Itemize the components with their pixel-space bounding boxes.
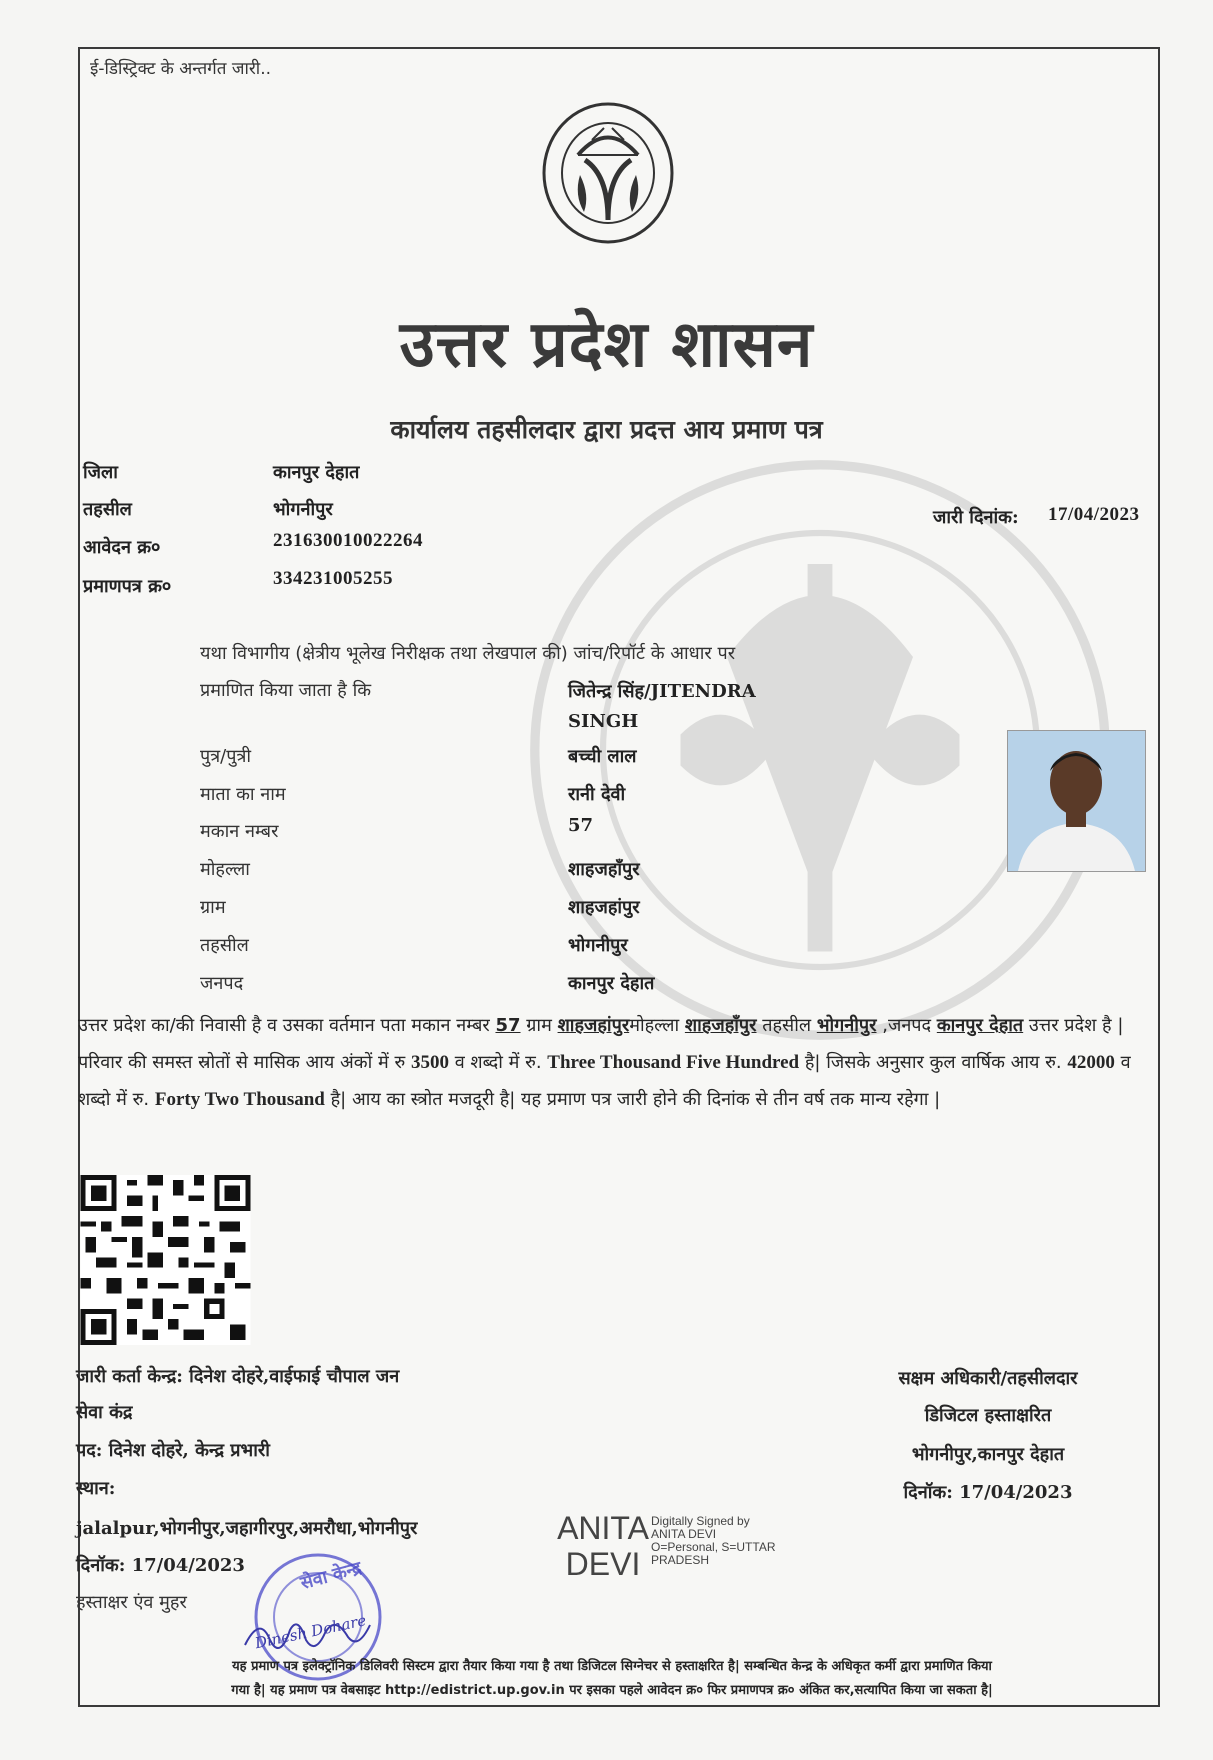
statement-house: 57 [495, 1015, 521, 1036]
mother-value: रानी देवी [568, 784, 626, 805]
certificate-no-value: 334231005255 [273, 568, 393, 589]
issuer-place-value: jalalpur,भोगनीपुर,जहागीरपुर,अमरौधा,भोगनीपुर [76, 1518, 418, 1539]
issuer-center: जारी कर्ता केन्द्र: दिनेश दोहरे,वाईफाई चौपाल जन [76, 1366, 400, 1387]
statement-text-3: मोहल्ला [629, 1015, 685, 1036]
digital-signature-details [651, 1515, 801, 1567]
statement-janpad: कानपुर देहात [936, 1015, 1024, 1036]
dsig-line1: Digitally Signed by [651, 1514, 750, 1528]
dsig-line3: O=Personal, S=UTTAR [651, 1540, 776, 1554]
janpad-value: कानपुर देहात [568, 973, 655, 994]
statement-text-9: व शब्दो में रु. [78, 1052, 1131, 1110]
digital-signature-name [553, 1510, 653, 1582]
authority-title: सक्षम अधिकारी/तहसीलदार [898, 1368, 1078, 1389]
statement-mohalla: शाहजहाँपुर [684, 1015, 757, 1036]
statement-text-2: ग्राम [520, 1015, 558, 1036]
application-label: आवेदन क्र० [83, 537, 161, 558]
application-value: 231630010022264 [273, 530, 423, 551]
authority-digital: डिजिटल हस्ताक्षरित [924, 1405, 1052, 1426]
issuer-sign-label: हस्ताक्षर एंव मुहर [76, 1592, 187, 1613]
mohalla-value: शाहजहाँपुर [568, 859, 640, 880]
up-government-emblem-icon [540, 100, 676, 246]
statement-monthly-words: Three Thousand Five Hundred [547, 1052, 800, 1073]
issue-date-label: जारी दिनांक: [933, 507, 1019, 528]
certificate-statement [78, 1007, 1138, 1118]
village-label: ग्राम [200, 897, 226, 918]
certificate-title: कार्यालय तहसीलदार द्वारा प्रदत्त आय प्रमाण पत्र [390, 415, 823, 444]
house-value: 57 [568, 815, 594, 836]
person-name-line1: जितेन्द्र सिंह/JITENDRA [568, 681, 756, 702]
issuer-place-label: स्थान: [76, 1478, 116, 1499]
svg-text:सेवा केन्द्र: सेवा केन्द्र [298, 1557, 364, 1594]
statement-annual-words: Forty Two Thousand [154, 1089, 325, 1110]
statement-text-7: व शब्दो में रु. [448, 1052, 548, 1073]
house-label: मकान नम्बर [200, 821, 279, 842]
janpad-label: जनपद [200, 973, 244, 994]
district-value: कानपुर देहात [273, 462, 360, 483]
statement-text-6: उत्तर प्रदेश है | परिवार की समस्त स्रोतों से मासिक आय अंकों में रु [78, 1015, 1124, 1073]
statement-text-4: तहसील [756, 1015, 817, 1036]
footer-line1: यह प्रमाण पत्र इलेक्ट्रॉनिक डिलिवरी सिस्टम द्वारा तैयार किया गया है तथा डिजिटल सिग्नेचर से हस्ताक्षरित है| सम्बन्धित केन्द्र के अधिकृत कर्मी द्वारा प्रमाणित किया [232, 1659, 992, 1674]
statement-tehsil: भोगनीपुर [816, 1015, 877, 1036]
applicant-photo [1007, 730, 1146, 872]
body-tehsil-label: तहसील [200, 935, 249, 956]
statement-monthly-income: 3500 [410, 1052, 449, 1073]
father-label: पुत्र/पुत्री [200, 746, 252, 767]
government-title: उत्तर प्रदेश शासन [399, 308, 814, 382]
dsig-line4: PRADESH [651, 1553, 710, 1567]
father-value: बच्ची लाल [568, 746, 637, 767]
district-label: जिला [83, 462, 118, 483]
svg-text:Dinesh Dohare: Dinesh Dohare [253, 1611, 368, 1653]
statement-annual-income: 42000 [1067, 1052, 1115, 1073]
certificate-no-label: प्रमाणपत्र क्र० [83, 576, 172, 597]
issue-date-value: 17/04/2023 [1048, 504, 1140, 525]
signature-name-line1: ANITA [557, 1510, 649, 1546]
certified-label: प्रमाणित किया जाता है कि [200, 680, 372, 701]
footer-line2: गया है| यह प्रमाण पत्र वेबसाइट http://edistrict.up.gov.in पर इसका पहले आवेदन क्र० फिर प्रमाणपत्र क्र० अंकित कर,सत्यापित किया जा सकता है| [231, 1683, 993, 1698]
mother-label: माता का नाम [200, 784, 286, 805]
village-value: शाहजहांपुर [568, 897, 640, 918]
statement-village: शाहजहांपुर [557, 1015, 630, 1036]
intro-text: यथा विभागीय (क्षेत्रीय भूलेख निरीक्षक तथा लेखपाल की) जांच/रिपॉर्ट के आधार पर [200, 643, 736, 664]
signature-name-line2: DEVI [565, 1546, 641, 1582]
edistrict-note: ई-डिस्ट्रिक्ट के अन्तर्गत जारी.. [90, 59, 272, 79]
tehsil-value: भोगनीपुर [273, 499, 333, 520]
person-name-line2: SINGH [568, 711, 639, 732]
statement-text-10: है| आय का स्त्रोत मजदूरी है| यह प्रमाण पत्र जारी होने की दिनांक से तीन वर्ष तक मान्य रहेगा | [324, 1089, 941, 1110]
statement-text-8: है| जिसके अनुसार कुल वार्षिक आय रु. [799, 1052, 1068, 1073]
statement-text-5: ,जनपद [876, 1015, 937, 1036]
body-tehsil-value: भोगनीपुर [568, 935, 628, 956]
qr-code [80, 1175, 251, 1345]
authority-date: दिनॉक: 17/04/2023 [903, 1482, 1073, 1503]
footer-note [72, 1655, 1152, 1703]
tehsil-label: तहसील [83, 499, 132, 520]
issuer-center-line2: सेवा कंद्र [76, 1402, 133, 1423]
mohalla-label: मोहल्ला [200, 859, 250, 880]
statement-text-1: उत्तर प्रदेश का/की निवासी है व उसका वर्तमान पता मकान नम्बर [78, 1015, 496, 1036]
dsig-line2: ANITA DEVI [651, 1527, 717, 1541]
authority-place: भोगनीपुर,कानपुर देहात [911, 1444, 1065, 1465]
issuer-date: दिनॉक: 17/04/2023 [76, 1555, 245, 1576]
issuer-post: पद: दिनेश दोहरे, केन्द्र प्रभारी [76, 1440, 270, 1461]
